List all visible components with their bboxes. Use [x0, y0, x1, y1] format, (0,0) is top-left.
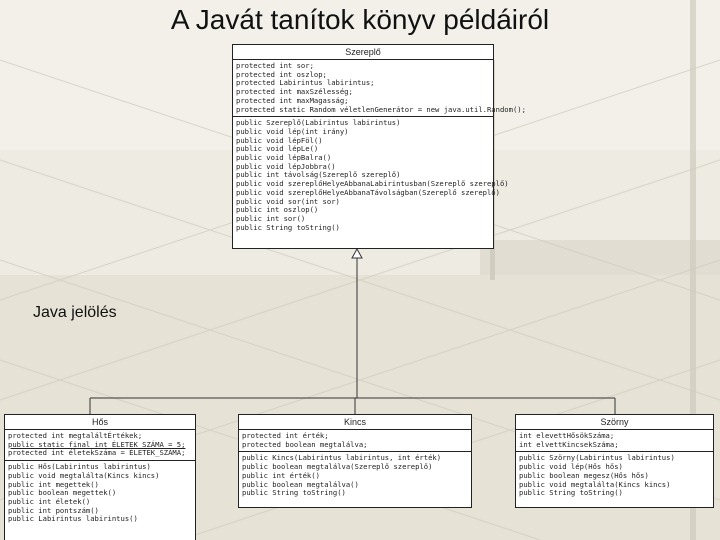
method: public void lépFöl()	[236, 135, 323, 145]
class-szorny	[515, 414, 714, 508]
class-name: Kincs	[239, 415, 471, 430]
method: public Hős(Labirintus labirintus)	[8, 462, 151, 472]
method-list	[516, 452, 713, 500]
attribute: int elvettKincsekSzáma;	[519, 439, 619, 449]
method-list	[5, 461, 195, 526]
attribute-list	[239, 430, 471, 452]
attribute: protected int oszlop;	[236, 69, 327, 79]
method: public String toString()	[236, 222, 340, 232]
method: public Kincs(Labirintus labirintus, int érték)	[242, 453, 442, 463]
method: public void lépJobbra()	[236, 161, 336, 171]
method: public int életek()	[8, 496, 91, 506]
slide-title: A Javát tanítok könyv példáiról	[170, 4, 550, 35]
attribute: protected Labirintus labirintus;	[236, 78, 375, 88]
class-name: Hős	[5, 415, 195, 430]
attribute-list	[5, 430, 195, 461]
method: public void lépBalra()	[236, 153, 332, 163]
method: public Szörny(Labirintus labirintus)	[519, 453, 675, 463]
method: public void lépLe()	[236, 144, 319, 154]
class-hos	[4, 414, 196, 540]
method: public String toString()	[519, 488, 623, 498]
attribute-list	[233, 60, 526, 117]
method: public int érték()	[242, 470, 320, 480]
method: public void lép(Hős hős)	[519, 462, 623, 472]
method: public boolean megettek()	[8, 488, 117, 498]
attribute: protected static Random véletlenGenerátor = new java.util.Random();	[236, 104, 526, 114]
method: public boolean megtalálva()	[242, 479, 359, 489]
method: public void lép(int irány)	[236, 126, 349, 136]
java-notation-label: Java jelölés	[33, 304, 117, 321]
attribute: int elevettHősökSzáma;	[519, 431, 615, 440]
method: public void szereplőHelyeAbbanaTávolságban(Szereplő szereplő)	[236, 187, 500, 197]
attribute: protected int maxSzélesség;	[236, 87, 353, 97]
class-szereplo	[232, 44, 526, 249]
method: public void sor(int sor)	[236, 196, 340, 206]
attribute-list	[516, 430, 713, 452]
method: public Szereplő(Labirintus labirintus)	[236, 118, 401, 128]
attribute: protected int megtaláltÉrtékek;	[8, 431, 143, 440]
method: public int pontszám()	[8, 505, 99, 515]
attribute: protected int életekSzáma = ÉLETEK_SZÁMA;	[8, 448, 186, 458]
method: public boolean megesz(Hős hős)	[519, 470, 649, 480]
method: public void megtalálta(Kincs kincs)	[519, 479, 671, 489]
class-kincs	[238, 414, 472, 508]
method: public int megettek()	[8, 479, 99, 489]
method: public int távolság(Szereplő szereplő)	[236, 170, 401, 180]
method-list	[239, 452, 471, 500]
class-name: Szereplő	[233, 45, 493, 60]
method: public String toString()	[242, 488, 346, 498]
attribute: protected boolean megtalálva;	[242, 439, 368, 449]
attribute: protected int maxMagasság;	[236, 95, 349, 105]
method: public int sor()	[236, 213, 306, 223]
method: public boolean megtalálva(Szereplő szereplő)	[242, 462, 433, 472]
attribute: public static final int ÉLETEK_SZÁMA = 5;	[8, 439, 186, 449]
class-name: Szörny	[516, 415, 713, 430]
method: public Labirintus labirintus()	[8, 514, 138, 524]
attribute: protected int érték;	[242, 431, 329, 440]
method: public void szereplőHelyeAbbanaLabirintusban(Szereplő szereplő)	[236, 179, 509, 189]
method-list	[233, 117, 509, 234]
attribute: protected int sor;	[236, 61, 314, 70]
method: public int oszlop()	[236, 205, 319, 215]
method: public void megtalálta(Kincs kincs)	[8, 470, 160, 480]
